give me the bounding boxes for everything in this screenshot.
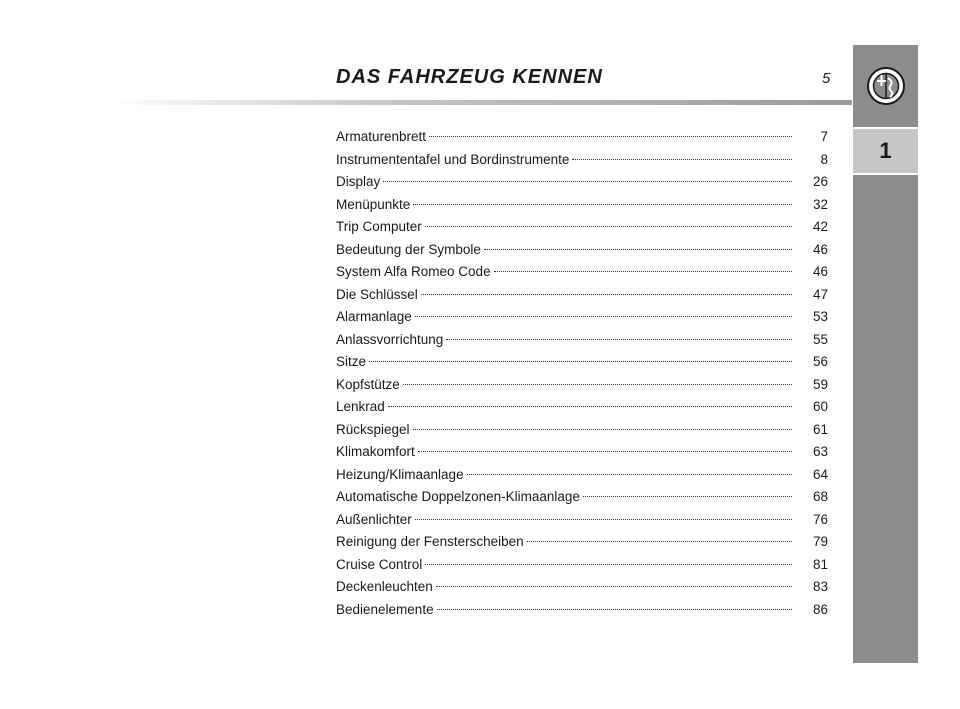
- alfa-romeo-emblem-icon: [866, 66, 906, 106]
- toc-entry-page: 8: [820, 151, 828, 167]
- toc-entry-label: Heizung/Klimaanlage: [336, 466, 464, 482]
- toc-entry[interactable]: [336, 171, 828, 194]
- toc-entry[interactable]: [336, 396, 828, 419]
- toc-entry-label: Reinigung der Fensterscheiben: [336, 534, 524, 549]
- toc-entry-label: System Alfa Romeo Code: [336, 264, 491, 279]
- toc-entry[interactable]: [336, 441, 828, 464]
- chapter-number: 1: [853, 129, 918, 173]
- toc-entry-page: 81: [812, 556, 828, 572]
- toc-entry-page: 76: [812, 511, 828, 527]
- toc-dot-leader: [369, 361, 792, 362]
- tab-divider: [853, 173, 918, 175]
- toc-entry[interactable]: [336, 194, 828, 217]
- toc-entry-page: 60: [812, 399, 828, 414]
- page-number: 5: [822, 70, 831, 87]
- toc-entry[interactable]: [336, 509, 828, 532]
- toc-entry-label: Lenkrad: [336, 399, 385, 414]
- toc-dot-leader: [425, 226, 792, 227]
- toc-entry[interactable]: [336, 329, 828, 352]
- toc-dot-leader: [494, 271, 792, 272]
- toc-entry-page: 56: [812, 354, 828, 369]
- toc-entry-page: 42: [812, 219, 828, 234]
- toc-dot-leader: [403, 384, 792, 385]
- table-of-contents: [336, 126, 828, 621]
- toc-dot-leader: [421, 294, 792, 295]
- toc-entry-page: 26: [812, 174, 828, 189]
- chapter-side-tab: [853, 45, 918, 663]
- toc-dot-leader: [415, 519, 792, 520]
- toc-entry-page: 59: [812, 376, 828, 392]
- toc-dot-leader: [415, 316, 792, 317]
- toc-entry-label: Menüpunkte: [336, 196, 411, 212]
- toc-entry-label: Trip Computer: [336, 219, 422, 234]
- toc-entry-page: 46: [812, 264, 828, 279]
- toc-entry-page: 55: [812, 331, 828, 347]
- toc-entry[interactable]: [336, 261, 828, 284]
- toc-entry-page: 86: [812, 601, 828, 617]
- toc-dot-leader: [527, 541, 792, 542]
- toc-entry-page: 46: [812, 241, 828, 257]
- toc-entry-label: Außenlichter: [336, 511, 412, 527]
- toc-dot-leader: [446, 339, 792, 340]
- toc-dot-leader: [583, 496, 792, 497]
- toc-entry-label: Armaturenbrett: [336, 129, 427, 144]
- toc-entry-label: Display: [336, 174, 381, 189]
- toc-dot-leader: [383, 181, 792, 182]
- toc-entry-label: Cruise Control: [336, 556, 423, 572]
- toc-entry[interactable]: [336, 126, 828, 149]
- toc-entry-label: Automatische Doppelzonen-Klimaanlage: [336, 489, 580, 504]
- toc-entry-label: Instrumententafel und Bordinstrumente: [336, 151, 570, 167]
- toc-entry-page: 32: [812, 196, 828, 212]
- toc-dot-leader: [484, 249, 792, 250]
- toc-entry-label: Anlassvorrichtung: [336, 331, 444, 347]
- toc-entry-page: 68: [812, 489, 828, 504]
- chapter-title: DAS FAHRZEUG KENNEN: [336, 66, 603, 88]
- toc-dot-leader: [467, 474, 792, 475]
- toc-dot-leader: [418, 451, 792, 452]
- toc-entry-label: Bedienelemente: [336, 601, 434, 617]
- toc-entry-page: 53: [812, 309, 828, 324]
- toc-dot-leader: [437, 609, 792, 610]
- toc-entry[interactable]: [336, 419, 828, 442]
- toc-entry[interactable]: [336, 554, 828, 577]
- toc-entry-page: 7: [820, 129, 828, 144]
- toc-dot-leader: [429, 136, 792, 137]
- toc-dot-leader: [436, 586, 792, 587]
- toc-entry-label: Bedeutung der Symbole: [336, 241, 481, 257]
- toc-entry[interactable]: [336, 306, 828, 329]
- toc-entry-label: Rückspiegel: [336, 421, 410, 437]
- toc-entry-label: Alarmanlage: [336, 309, 412, 324]
- toc-entry-page: 79: [812, 534, 828, 549]
- toc-entry-page: 63: [812, 444, 828, 459]
- toc-entry[interactable]: [336, 486, 828, 509]
- toc-entry[interactable]: [336, 599, 828, 622]
- toc-dot-leader: [413, 204, 792, 205]
- toc-entry[interactable]: [336, 576, 828, 599]
- toc-entry-page: 47: [812, 286, 828, 302]
- toc-entry-page: 83: [812, 579, 828, 594]
- toc-dot-leader: [413, 429, 792, 430]
- toc-entry-label: Klimakomfort: [336, 444, 415, 459]
- toc-entry[interactable]: [336, 351, 828, 374]
- toc-entry-label: Die Schlüssel: [336, 286, 418, 302]
- emblem-area: [853, 45, 918, 127]
- toc-dot-leader: [572, 159, 792, 160]
- header-rule: [110, 100, 852, 105]
- toc-entry[interactable]: [336, 149, 828, 172]
- toc-entry[interactable]: [336, 531, 828, 554]
- toc-dot-leader: [425, 564, 792, 565]
- toc-entry-label: Kopfstütze: [336, 376, 400, 392]
- toc-entry-page: 64: [812, 466, 828, 482]
- toc-dot-leader: [388, 406, 792, 407]
- toc-entry[interactable]: [336, 374, 828, 397]
- toc-entry-label: Deckenleuchten: [336, 579, 433, 594]
- toc-entry[interactable]: [336, 284, 828, 307]
- toc-entry-label: Sitze: [336, 354, 367, 369]
- toc-entry-page: 61: [812, 421, 828, 437]
- toc-entry[interactable]: [336, 464, 828, 487]
- toc-entry[interactable]: [336, 239, 828, 262]
- toc-entry[interactable]: [336, 216, 828, 239]
